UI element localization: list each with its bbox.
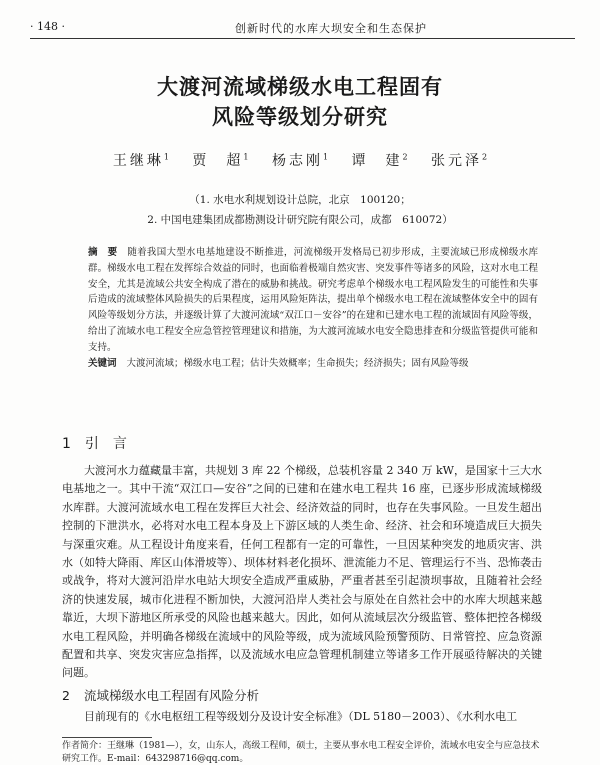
author-footnote: 作者简介：王继琳（1981—），女，山东人，高级工程师，硕士，主要从事水电工程安全评价，流域水电安全与应急技术研究工作。E-mail：643298716@qq.com。 <box>62 741 540 764</box>
affiliation-line-1: （1. 水电水利规划设计总院，北京 100120； <box>189 194 411 206</box>
title-line-1: 大渡河流域梯级水电工程固有 <box>157 75 443 99</box>
title-line-2: 风险等级划分研究 <box>212 105 388 129</box>
section-title: 流域梯级水电工程固有风险分析 <box>83 688 259 703</box>
section-heading-introduction <box>62 433 127 453</box>
journal-title: 创新时代的水库大坝安全和生态保护 <box>235 22 427 35</box>
affiliation-line-2: 2. 中国电建集团成都勘测设计研究院有限公司，成都 610072） <box>147 214 453 226</box>
author-affiliation-mark: 1 <box>163 152 169 162</box>
author-3 <box>272 153 328 169</box>
affiliations <box>0 190 600 230</box>
section-number: 2 <box>62 688 70 703</box>
author-list <box>0 150 600 170</box>
author-name: 谭 建 <box>351 153 403 169</box>
section-number: 1 <box>62 436 71 452</box>
paper-title <box>0 72 600 132</box>
section2-paragraph: 目前现有的《水电枢纽工程等级划分及设计安全标准》（DL 5180－2003）、《水利水电工 <box>84 710 518 723</box>
abstract-text: 随着我国大型水电基地建设不断推进，河流梯级开发格局已初步形成，主要流域已形成梯级水库群。梯级水电工程在发挥综合效益的同时，也面临着极端自然灾害、突发事件等诸多的风险，这对水电工程安全，尤其是流域公共安全构成了潜在的威胁和挑战。研究考虑单个梯级水电工程风险发生的可能性和失事后造成的流域整体风险损失的后果程度，运用风险矩阵法，提出单个梯级水电工程在流域整体安全中的固有风险等级划分方法，并逐级计算了大渡河流域“双江口－安谷”的在建和已建水电工程的流域固有风险等级，给出了流域水电工程安全应急管控管理建议和措施，为大渡河流域水电安全隐患排查和分级监管提供可能和支持。 <box>88 247 538 353</box>
author-4 <box>352 153 408 169</box>
author-2 <box>192 153 248 169</box>
author-name: 张元泽 <box>431 153 483 169</box>
author-1 <box>113 153 169 169</box>
section-title: 引 言 <box>84 436 127 452</box>
page-number: · 148 · <box>30 20 65 33</box>
section-heading-risk-analysis <box>62 686 259 704</box>
running-header <box>30 18 575 39</box>
author-affiliation-mark: 1 <box>243 152 249 162</box>
keywords-text: 大渡河流域；梯级水电工程；估计失效概率；生命损失；经济损失；固有风险等级 <box>126 357 469 369</box>
introduction-paragraph: 大渡河水力蕴藏量丰富，共规划 3 库 22 个梯级，总装机容量 2 340 万 kW，是国家十三大水电基地之一。其中干流“双江口—安谷”之间的已建和在建水电工程共 16 座，已逐步形成流域梯级水库群。大渡河流域水电工程在发挥巨大社会、经济效益的同时，也存在失事风险。一旦发生超出控制的下泄洪水，必将对水电工程本身及上下游区域的人类生命、经济、社会和环境造成巨大损失与深重灾难。从工程设计角度来看，任何工程都有一定的可靠性，一旦因某种突发的地质灾害、洪水（如特大降雨、库区山体滑坡等）、坝体材料老化损坏、泄流能力不足、管理运行不当、恐怖袭击或战争，将对大渡河沿岸水电站大坝安全造成严重威胁，严重者甚至引起溃坝事故，且随着社会经济的快速发展，城市化进程不断加快，大渡河沿岸人类社会与原处在自然社会中的水库大坝越来越靠近，大坝下游地区所承受的风险也越来越大。因此，如何从流域层次分级监管、整体把控各梯级水电工程风险，并明确各梯级在流域中的风险等级，成为流域风险预警预防、日常管控、应急资源配置和共享、突发灾害应急指挥，以及流域水电应急管理机制建立等诸多工作开展亟待解决的关键问题。 <box>62 464 542 680</box>
author-affiliation-mark: 1 <box>322 152 329 162</box>
author-affiliation-mark: 2 <box>402 152 408 162</box>
abstract-label: 摘 要 <box>88 247 118 258</box>
abstract-block <box>88 245 538 371</box>
author-name: 王继琳 <box>112 153 164 169</box>
author-affiliation-mark: 2 <box>482 152 488 162</box>
author-name: 贾 超 <box>192 153 244 169</box>
keywords-label: 关键词 <box>88 357 117 369</box>
keywords-line <box>88 356 538 372</box>
abstract-paragraph <box>88 245 538 356</box>
author-name: 杨志刚 <box>271 153 323 169</box>
author-5 <box>431 153 487 169</box>
footnote-divider <box>62 737 152 738</box>
